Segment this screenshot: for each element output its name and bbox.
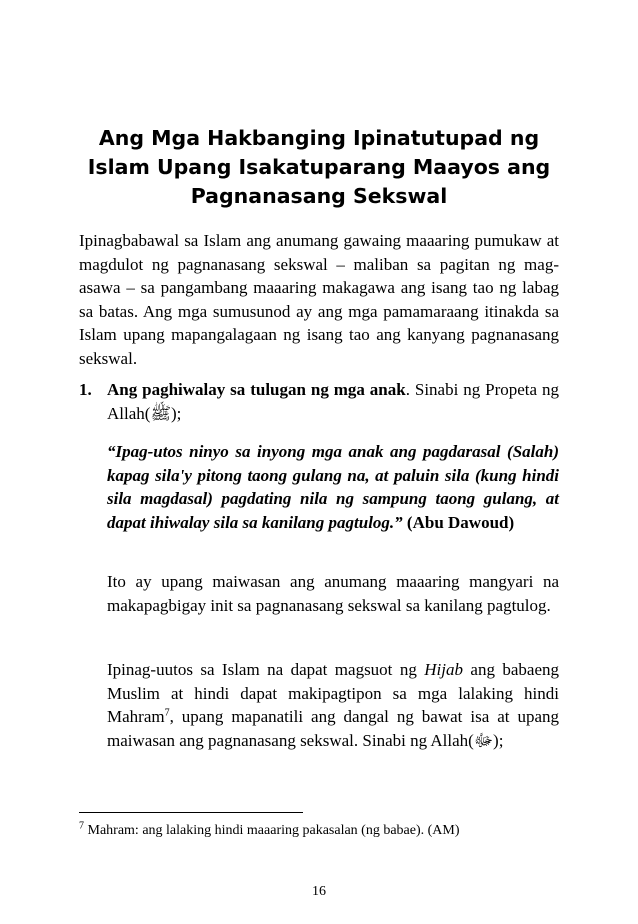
hijab-paragraph-part-a: Ipinag-uutos sa Islam na dapat magsuot ng xyxy=(107,660,425,679)
footnote xyxy=(79,822,559,840)
section-title: Ang Mga Hakbanging Ipinatutupad ng Islam Upang Isakatuparang Maayos ang Pagnanasang Sekswal xyxy=(87,126,551,208)
hijab-paragraph xyxy=(107,658,559,752)
hijab-paragraph-part-b: ang babaeng Muslim at hindi dapat makipagtipon sa mga lalaking hindi Mahram xyxy=(107,660,559,727)
list-item-heading-tail: . Sinabi ng Propeta ng Allah(ﷺ); xyxy=(107,380,559,423)
list-item-heading-paragraph xyxy=(107,378,559,425)
list-item-number: 1. xyxy=(79,380,92,399)
footnote-divider xyxy=(79,812,303,813)
hadith-quote: “Ipag-utos ninyo sa inyong mga anak ang pagdarasal (Salah) kapag sila'y pitong taong gulang na, at paluin sila (kung hindi sila magdasal) pagdating nila ng sampung taong gulang, at dapat ihiwalay sila sa kanilang pagtulog.” xyxy=(107,442,559,532)
footnote-text: Mahram: ang lalaking hindi maaaring pakasalan (ng babae). (AM) xyxy=(84,823,460,838)
hijab-term: Hijab xyxy=(424,660,463,679)
footnote-reference: 7 xyxy=(164,707,170,719)
page-number: 16 xyxy=(312,884,326,899)
intro-paragraph: Ipinagbabawal sa Islam ang anumang gawaing maaaring pumukaw at magdulot ng pagnanasang sekswal – maliban sa pagitan ng mag-asawa – sa pangambang maaaring makagawa ang isang tao ng labag sa batas. Ang mga sumusunod ay ang mga pamamaraang itinakda sa Islam upang mapangalagaan ng isang tao ang kanyang pagnanasang sekswal. xyxy=(79,231,559,368)
hadith-source: (Abu Dawoud) xyxy=(402,512,515,532)
hijab-paragraph-part-c: , upang mapanatili ang dangal ng bawat isa at upang maiwasan ang pagnanasang sekswal. Sinabi ng Allah(ﷻ); xyxy=(107,707,559,750)
explanation-paragraph: Ito ay upang maiwasan ang anumang maaaring mangyari na makapagbigay init sa pagnanasang sekswal sa kanilang pagtulog. xyxy=(107,572,559,615)
hadith-quote-paragraph xyxy=(107,440,559,534)
footnote-marker: 7 xyxy=(79,820,84,832)
list-item-heading: Ang paghiwalay sa tulugan ng mga anak xyxy=(107,380,406,399)
